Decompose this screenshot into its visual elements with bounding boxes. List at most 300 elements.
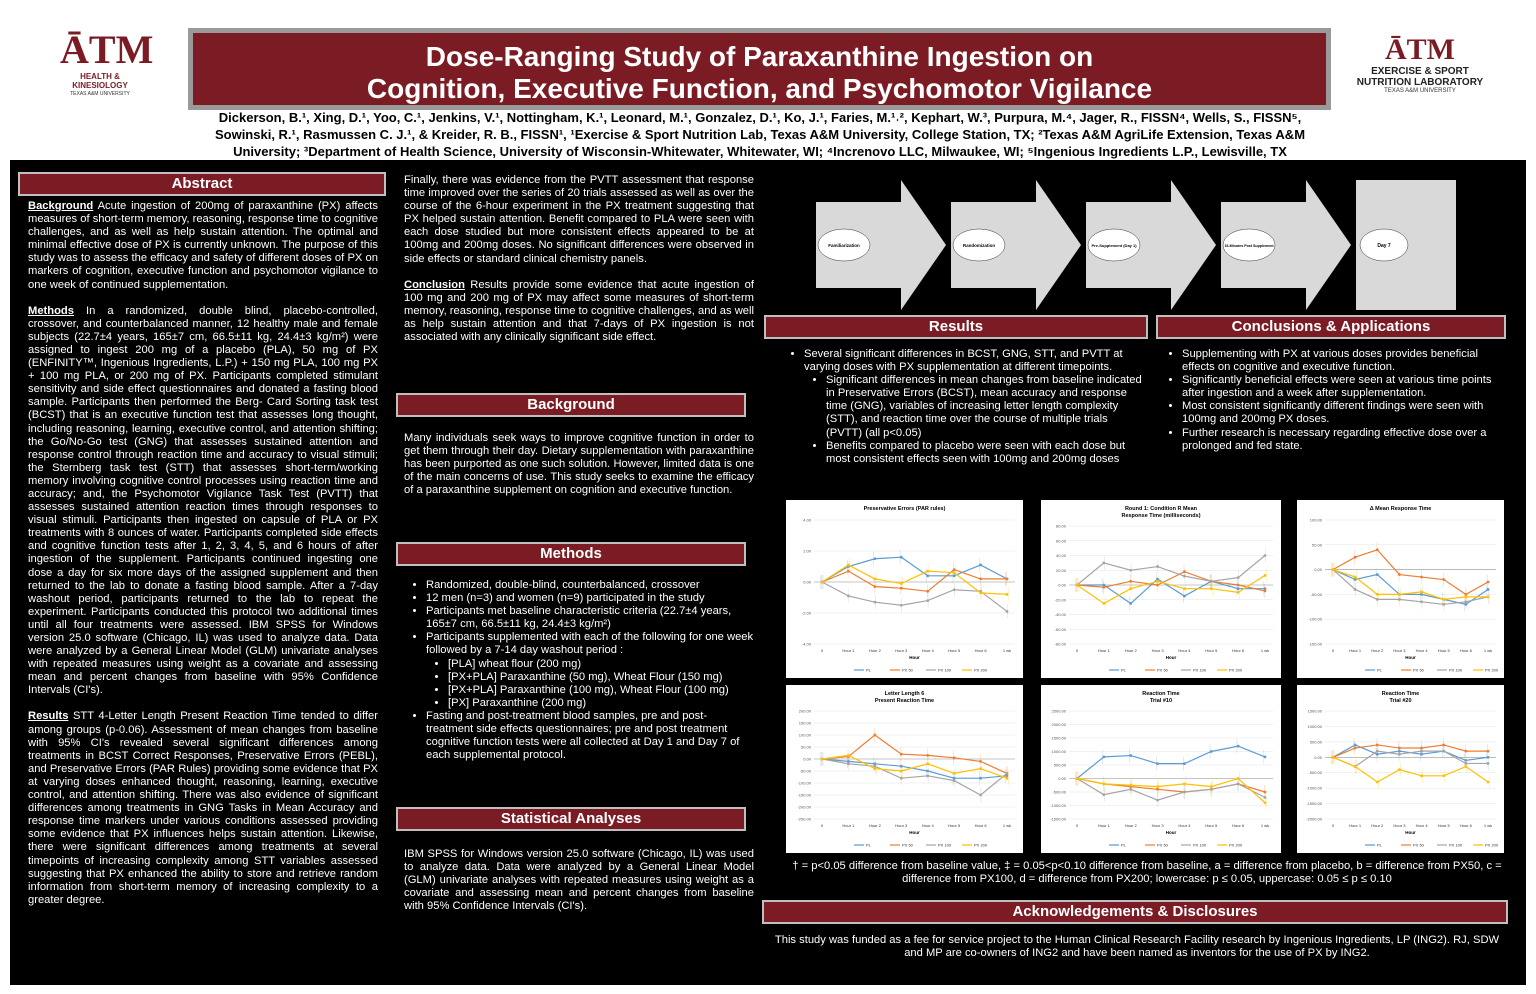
data-point [979,777,982,780]
y-tick-label: 0.00 [1058,582,1066,588]
data-point [1398,750,1401,753]
data-point [1156,580,1159,583]
logo-right-sub3: TEXAS A&M UNIVERSITY [1384,88,1456,94]
data-point [1420,600,1423,603]
x-axis-label: Hour [1405,830,1416,835]
y-tick-label: 4.00 [803,517,811,523]
chart-reaction-trial-10 [1041,685,1281,853]
data-point [1354,765,1357,768]
data-point [1420,576,1423,579]
y-tick-label: -250.00 [797,816,811,822]
data-point [1129,569,1132,572]
abstract-text [28,200,378,907]
data-point [953,574,956,577]
x-tick-label: Hour 3 [895,648,908,653]
legend-label: PX 200 [974,842,988,848]
abstract-methods: In a randomized, double blind, placebo-controlled, crossover, and counterbalanced manner, 12 healthy male and female subjects (22.7±4 years, 165±7 cm, 66.5±11 kg, 24.4±3 kg/m²) were assigned to ingest 200 mg of a placebo (PLA), 50 mg of PX (ENFINITY™, Ingenious Ingredients, L.P.) + 150 mg PLA, 100 mg PX + 100 mg PLA, or 200 mg of PX. Participants completed stimulant sensitivity and side effect questionnaires and donated a fasting blood sample. Participants then performed the Berg- Card Sorting task test (BCST) that is an executive function test that assesses long thought, including reasoning, learning, executive control, and attention shifting; the Go/No-Go test (GNG) that assesses sustained attention and response control through reaction time and accuracy to visual stimuli; the Sternberg task test (STT) that assesses short-term/working memory involving cognitive control processes using reaction time and accuracy; and, the Psychomotor Vigilance Task Test (PVTT) that assesses sustained attention reaction times through responses to visual stimuli. Participants then ingested on capsule of PLA or PX treatments with 8 ounces of water. Participants completed side effects and cognitive function tests after 1, 2, 3, 4, 5, and 6 hours of after ingestion of the supplement. Participants continued ingesting one dose a day for six more days of the assigned supplement and then returned to the lab to donate a fasting blood sample. After a 7-day washout period, participants returned to the lab to repeat the experiment. Participants conducted this protocol two additional times until all four treatments were assessed. IBM SPSS for Windows version 25.0 software (Chicago, IL) was used to analyze data. Data were analyzed by a General Linear Model (GLM) univariate analyses with repeated measures using weight as a covariate and assessing mean and percent changes from baseline with 95% Confidence Intervals (CI's). [28,304,378,697]
y-tick-label: 0.00 [1058,776,1066,781]
legend-label: PX 50 [1413,667,1424,673]
results-list [782,348,1142,466]
methods-heading: Methods [396,542,746,566]
y-tick-label: -4.00 [801,641,811,647]
data-point [1487,762,1490,765]
data-point [1376,750,1379,753]
abstract-methods-label: Methods [28,304,74,317]
title-line-2: Cognition, Executive Function, and Psychomotor Vigilance [366,73,1153,104]
x-tick-label: Hour 5 [948,648,961,653]
y-tick-label: 2000.00 [1051,722,1066,727]
background-heading: Background [396,393,746,417]
x-tick-label: 0 [1075,823,1079,828]
flow-step-4 [1221,180,1351,310]
data-point [1487,756,1490,759]
title-line-1: Dose-Ranging Study of Paraxanthine Ingestion on [425,41,1094,72]
series-line [822,570,1007,592]
x-tick-label: Hour 6 [1232,823,1245,828]
data-point [1129,602,1132,605]
data-point [873,734,876,737]
x-tick-label: Hour 3 [1393,648,1406,653]
y-tick-label: 0.00 [1314,567,1322,573]
y-tick-label: -40.00 [1054,612,1066,617]
y-tick-label: -150.00 [1308,641,1322,647]
data-point [1332,568,1335,571]
y-tick-label: -1000.00 [1050,803,1066,808]
data-point [1156,584,1159,587]
y-tick-label: -200.00 [797,804,811,810]
logo-right-sub2: NUTRITION LABORATORY [1356,77,1484,88]
legend-label: PX 50 [1157,667,1168,673]
results-subitem: • Significant differences in mean changes from baseline indicated in Preservative Errors (BCST), mean accuracy and response time (GNG), variables of increasing letter length complexity (STT), and reaction time over the course of multiple trials (PVTT) (all p<0.05) [826,374,1142,439]
esnl-logo [1350,34,1490,104]
data-point [1376,573,1379,576]
methods-item: • 12 men (n=3) and women (n=9) participated in the study [426,592,754,605]
abstract-background-label: Background [28,200,94,212]
data-point [1183,762,1186,765]
conclusions-item: • Significantly beneficial effects were seen at various time points after ingestion and a week after supplementation. [1182,374,1505,400]
data-point [847,564,850,567]
legend-label: PX 50 [902,667,913,673]
y-tick-label: 0.00 [1314,754,1322,760]
chart-svg [786,500,1023,678]
abstract-results-label: Results [28,710,69,723]
data-point [1129,784,1132,787]
data-point [1487,750,1490,753]
y-tick-label: 20.00 [1055,567,1066,573]
logo-left-sub2: TEXAS A&M UNIVERSITY [70,91,130,97]
y-tick-label: 1000.00 [1307,723,1322,729]
chart-title: Δ Mean Response Time [1369,506,1432,512]
data-point [926,770,929,773]
data-point [1006,593,1009,596]
data-point [873,585,876,588]
data-point [953,779,956,782]
y-tick-label: -100.00 [1308,616,1322,622]
legend-label: PX 100 [1193,667,1207,673]
data-point [1464,603,1467,606]
y-tick-label: 500.00 [1053,762,1066,768]
hlkn-logo [60,27,154,118]
flow-label-3: Pre-Supplement (Day 1) [1091,243,1137,248]
conclusions-item: • Supplementing with PX at various doses provides beneficial effects on cognitive and executive function. [1182,348,1505,374]
data-point [821,758,824,761]
x-tick-label: 1 wk [1483,823,1493,828]
logo-left-sub: HEALTH & KINESIOLOGY [72,72,128,90]
x-tick-label: 0 [1075,648,1079,653]
y-tick-label: -2000.00 [1306,816,1322,822]
data-point [1398,598,1401,601]
legend-label: PX 100 [1449,667,1463,673]
poster-body [10,160,1526,985]
y-tick-label: -50.00 [799,768,811,774]
y-tick-label: -100.00 [797,780,811,786]
data-point [1237,584,1240,587]
x-tick-label: Hour 4 [1415,648,1428,653]
data-point [1264,554,1267,557]
y-tick-label: -500.00 [1308,770,1322,776]
data-point [1156,788,1159,791]
data-point [1464,595,1467,598]
x-axis-label: Hour [1165,655,1177,660]
y-tick-label: 200.00 [798,708,811,714]
author-list: Dickerson, B.¹, Xing, D.¹, Yoo, C.¹, Jenkins, V.¹, Nottingham, K.¹, Leonard, M.¹, Gonzalez, D.¹, Ko, J.¹, Faries, M.¹˒², Kephart, W.³, Purpura, M.⁴, Jager, R., FISSN⁴, Wells, S., FISSN⁵, Sowinski, R.¹, Rasmussen C. J.¹, & Kreider, R. B., FISSN¹, ¹Exercise & Sport Nutrition Lab, Texas A&M University, College Station, TX; ²Texas A&M AgriLife Extension, Texas A&M University; ³Department of Health Science, University of Wisconsin-Whitewater, Whitewater, WI; ⁴Increnovo LLC, Milwaukee, WI; ⁵Ingenious Ingredients L.P., Lewisville, TX [214,110,1306,159]
data-point [953,777,956,780]
data-point [953,588,956,591]
study-flow-diagram [816,180,1496,310]
flow-step-3 [1086,180,1216,310]
methods-list [404,579,754,762]
chart-svg [1297,500,1504,678]
data-point [1420,774,1423,777]
chart-subtitle: Response Time (milliseconds) [1121,513,1201,519]
y-tick-label: -1500.00 [1050,816,1066,822]
y-tick-label: 2.00 [803,548,811,554]
conclusions-item: • Further research is necessary regarding effective dose over a prolonged and fed state. [1182,427,1505,453]
x-axis-label: Hour [909,830,920,835]
data-point [873,762,876,765]
x-tick-label: Hour 4 [1178,648,1191,653]
data-point [873,767,876,770]
data-point [926,599,929,602]
data-point [1006,772,1009,775]
data-point [1210,788,1213,791]
y-tick-label: -20.00 [1054,597,1066,603]
x-tick-label: 1 wk [1260,823,1270,828]
y-tick-label: 50.00 [800,744,811,750]
flow-label-2: Randomization [962,243,996,248]
flow-label-5: Day 7 [1377,243,1391,249]
results-subitem: • Benefits compared to placebo were seen with each dose but most consistent effects seen with 100mg and 200mg doses [826,440,1142,466]
poster-header [0,0,1536,160]
methods-item-text: Participants supplemented with each of the following for one week followed by a 7-14 day washout period : [426,631,754,657]
legend-label: PX 100 [1193,842,1207,848]
data-point [1006,777,1009,780]
y-tick-label: 1500.00 [1307,708,1322,714]
data-point [1398,753,1401,756]
chart-subtitle: Present Reaction Time [874,698,935,704]
logo-right-sub1: EXERCISE & SPORT [1371,66,1469,77]
legend-label: PX 50 [902,842,913,848]
results-footnote: † = p<0.05 difference from baseline value, ‡ = 0.05<p<0.10 difference from baseline, a = difference from placebo, b = difference from PX50, c = difference from PX100, d = difference from PX200; lowercase: p ≤ 0.05, uppercase: 0.05 ≤ p ≤ 0.10 [792,860,1502,886]
chart-preservative-errors [786,500,1023,678]
results-heading: Results [764,315,1148,339]
data-point [1183,595,1186,598]
data-point [1129,580,1132,583]
data-point [1464,750,1467,753]
legend-label: PL [866,842,871,848]
data-point [979,760,982,763]
data-point [1420,750,1423,753]
data-point [1332,756,1335,759]
x-tick-label: Hour 5 [948,823,961,828]
x-tick-label: Hour 2 [868,648,881,653]
methods-subitem: • [PLA] wheat flour (200 mg) [448,658,754,671]
y-tick-label: 1500.00 [1051,735,1066,741]
legend-label: PX 50 [1157,842,1168,848]
conclusions-heading: Conclusions & Applications [1156,315,1506,339]
data-point [847,762,850,765]
legend-label: PX 100 [938,667,952,673]
methods-item [426,631,754,710]
data-point [1237,576,1240,579]
data-point [1210,785,1213,788]
x-tick-label: Hour 6 [974,648,987,653]
y-tick-label: -80.00 [1054,641,1066,647]
x-tick-label: Hour 1 [1349,648,1362,653]
methods-item: • Participants met baseline characteristic criteria (22.7±4 years, 165±7 cm, 66.5±11 kg, 24.4±3 kg/m²) [426,605,754,631]
data-point [873,765,876,768]
methods-subitem: • [PX+PLA] Paraxanthine (50 mg), Wheat Flour (150 mg) [448,671,754,684]
data-point [1487,581,1490,584]
chart-title: Reaction Time [1142,691,1180,697]
data-point [1464,600,1467,603]
data-point [1442,744,1445,747]
data-point [953,772,956,775]
chart-title: Letter Length 6 [884,691,925,697]
data-point [900,777,903,780]
x-tick-label: 0 [820,823,824,828]
x-tick-label: Hour 2 [1124,823,1137,828]
data-point [1442,603,1445,606]
chart-letter-length-6 [786,685,1023,853]
x-tick-label: Hour 3 [1393,823,1406,828]
data-point [1487,781,1490,784]
chart-round1-response [1041,500,1281,678]
data-point [1376,593,1379,596]
data-point [1102,783,1105,786]
data-point [1129,788,1132,791]
data-point [1264,801,1267,804]
y-tick-label: -500.00 [1052,789,1066,795]
data-point [1354,747,1357,750]
data-point [1487,595,1490,598]
methods-subitem: • [PX+PLA] Paraxanthine (100 mg), Wheat Flour (100 mg) [448,684,754,697]
data-point [1183,791,1186,794]
x-tick-label: Hour 3 [1151,823,1164,828]
x-tick-label: Hour 4 [921,648,934,653]
data-point [1264,791,1267,794]
data-point [1442,578,1445,581]
x-tick-label: Hour 5 [1437,648,1450,653]
x-tick-label: 1 wk [1260,648,1270,653]
data-point [1129,754,1132,757]
y-tick-label: -150.00 [797,792,811,798]
data-point [1210,580,1213,583]
methods-subitem: • [PX] Paraxanthine (200 mg) [448,697,754,710]
legend-label: PL [1121,667,1126,673]
data-point [847,754,850,757]
y-tick-label: 100.00 [1309,517,1322,523]
x-tick-label: 0 [1331,648,1335,653]
x-tick-label: Hour 6 [1232,648,1245,653]
methods-item: • Fasting and post-treatment blood samples, pre and post-treatment side effects questionnaires; pre and post treatment cognitive function tests were all collected at Day 1 and Day 7 of each supplemental protocol. [426,710,754,762]
data-point [1420,591,1423,594]
logo-left-mark: ĀTM [60,27,154,72]
y-tick-label: -1500.00 [1306,801,1322,807]
legend-label: PX 200 [1485,667,1499,673]
stats-text: IBM SPSS for Windows version 25.0 software (Chicago, IL) was used to analyze data. Data were analyzed by a General Linear Model (GLM) univariate analyses with repeated measures using weight as a covariate and assessing mean and percent changes from baseline with 95% Confidence Intervals (CI's). [404,848,754,913]
data-point [1156,565,1159,568]
data-point [979,591,982,594]
data-point [1006,578,1009,581]
y-tick-label: 0.00 [803,756,811,762]
data-point [900,587,903,590]
x-tick-label: Hour 6 [1459,823,1472,828]
x-tick-label: 1 wk [1002,648,1012,653]
data-point [926,570,929,573]
data-point [847,595,850,598]
y-tick-label: -2.00 [801,610,811,616]
x-tick-label: Hour 3 [1151,648,1164,653]
data-point [900,556,903,559]
data-point [1398,573,1401,576]
x-tick-label: 1 wk [1483,648,1493,653]
data-point [847,760,850,763]
data-point [1376,753,1379,756]
data-point [1102,602,1105,605]
data-point [953,568,956,571]
data-point [1183,587,1186,590]
x-tick-label: Hour 1 [842,823,855,828]
data-point [979,767,982,770]
data-point [1156,799,1159,802]
data-point [1264,574,1267,577]
x-tick-label: 0 [820,648,824,653]
data-point [1237,783,1240,786]
data-point [1264,590,1267,593]
x-tick-label: Hour 1 [1097,823,1110,828]
chart-title: Preservative Errors (PAR rules) [863,506,946,512]
data-point [1442,750,1445,753]
x-tick-label: Hour 2 [1371,648,1384,653]
data-point [1237,587,1240,590]
y-tick-label: 100.00 [798,732,811,738]
data-point [1156,785,1159,788]
methods-item: • Randomized, double-blind, counterbalanced, crossover [426,579,754,592]
x-tick-label: Hour 4 [1415,823,1428,828]
legend-label: PX 100 [1449,842,1463,848]
chart-svg [1297,685,1504,853]
chart-title: Reaction Time [1381,691,1420,697]
x-tick-label: Hour 4 [921,823,934,828]
data-point [1464,593,1467,596]
x-tick-label: Hour 6 [974,823,987,828]
abstract-background: Acute ingestion of 200mg of paraxanthine (PX) affects measures of short-term memory, reasoning, response time to cognitive challenges, and as well as help sustain attention. The optimal and minimal effective dose of PX is currently unknown. The purpose of this study was to assess the efficacy and safety of different doses of PX on markers of cognition, executive function and psychomotor vigilance to one week of continued supplementation. [28,200,378,291]
data-point [1354,576,1357,579]
y-tick-label: 2500.00 [1051,708,1066,714]
legend-label: PX 100 [938,842,952,848]
chart-delta-mean-response [1297,500,1504,678]
logo-right-mark: ĀTM [1385,33,1455,66]
data-point [1376,781,1379,784]
data-point [953,756,956,759]
y-tick-label: 60.00 [1055,538,1066,544]
x-axis-label: Hour [909,655,920,660]
data-point [1398,768,1401,771]
poster-title [188,28,1331,110]
chart-title: Round 1: Condition R Mean [1124,506,1198,512]
data-point [1354,744,1357,747]
y-tick-label: 0.00 [803,579,811,585]
data-point [1420,593,1423,596]
x-tick-label: Hour 5 [1437,823,1450,828]
data-point [1420,753,1423,756]
abstract-cont [404,174,754,344]
data-point [926,762,929,765]
legend-label: PX 200 [974,667,988,673]
legend-label: PX 200 [1229,667,1243,673]
data-point [873,578,876,581]
data-point [1237,745,1240,748]
x-tick-label: Hour 4 [1178,823,1191,828]
data-point [1442,598,1445,601]
abstract-continued: Finally, there was evidence from the PVTT assessment that response time improved over the series of 20 trials assessed as well as over the course of the 6-hour experiment in the PX treatment suggesting that PX helped sustain attention. Benefit compared to PLA were seen with each dose studied but more consistent effects appeared to be at 100mg and 200mg doses. No significant differences were observed in side effects or standard clinical chemistry panels. [404,174,754,265]
flow-label-4: 15-Minutes Post Supplement [1224,244,1274,248]
data-point [821,581,824,584]
data-point [900,753,903,756]
data-point [1264,796,1267,799]
y-tick-label: 80.00 [1055,523,1066,529]
data-point [1076,777,1079,780]
series-line [822,582,1007,611]
data-point [979,578,982,581]
x-tick-label: Hour 5 [1205,823,1218,828]
data-point [1129,587,1132,590]
y-tick-label: 1000.00 [1051,749,1066,754]
data-point [1183,783,1186,786]
x-tick-label: Hour 1 [1097,648,1110,653]
data-point [1156,762,1159,765]
data-point [900,582,903,585]
data-point [1398,747,1401,750]
chart-reaction-trial-20 [1297,685,1504,853]
chart-svg [786,685,1023,853]
x-tick-label: Hour 3 [895,823,908,828]
data-point [900,765,903,768]
flow-step-5 [1356,180,1456,310]
data-point [873,557,876,560]
data-point [1376,744,1379,747]
x-tick-label: Hour 5 [1205,648,1218,653]
data-point [1102,561,1105,564]
conclusions-list [1160,348,1505,453]
y-tick-label: -50.00 [1310,591,1322,597]
flow-step-2 [951,180,1081,310]
x-tick-label: Hour 6 [1459,648,1472,653]
legend-label: PL [1377,667,1382,673]
x-tick-label: 0 [1331,823,1335,828]
conclusions-item: • Most consistent significantly different findings were seen with 100mg and 200mg PX doses. [1182,400,1505,426]
